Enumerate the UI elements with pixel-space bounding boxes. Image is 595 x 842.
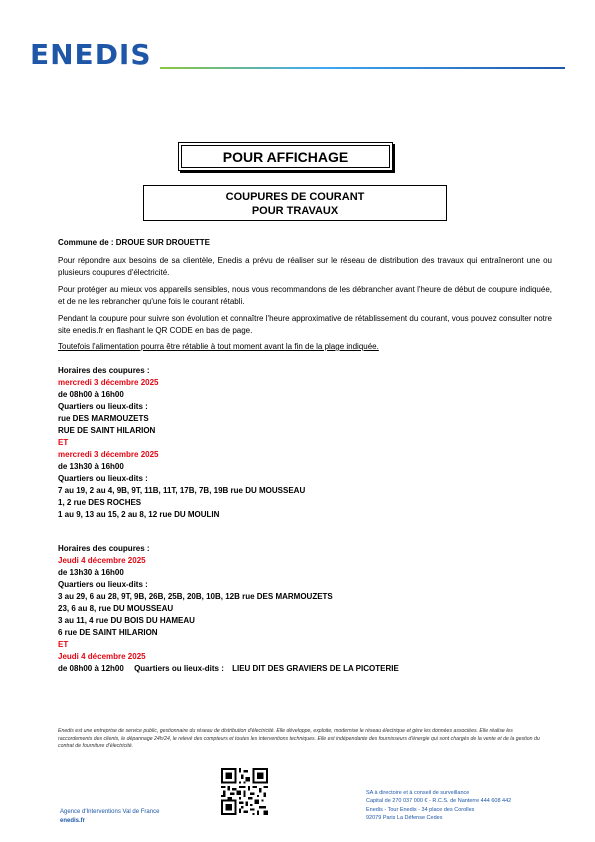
block1-time-1: de 08h00 à 16h00 [58, 390, 124, 399]
legal-line-2: Capital de 270 037 000 € - R.C.S. de Nanterre 444 608 442 [366, 798, 512, 805]
title-line-2: POUR TRAVAUX [251, 205, 339, 217]
block2-place-1a: 3 au 29, 6 au 28, 9T, 9B, 26B, 25B, 20B, 10B, 12B rue DES MARMOUZETS [58, 592, 333, 601]
block1-place-1a: rue DES MARMOUZETS [58, 414, 149, 423]
block2-et: ET [58, 640, 69, 649]
block2-places-label-1: Quartiers ou lieux-dits : [58, 580, 148, 589]
block1-time-2: de 13h30 à 16h00 [58, 462, 124, 471]
outage-block-1 [58, 365, 552, 521]
site-link[interactable]: enedis.fr [60, 818, 86, 824]
posting-title: POUR AFFICHAGE [222, 148, 349, 165]
block1-et: ET [58, 438, 69, 447]
agency-block [60, 808, 159, 826]
block2-date-2: Jeudi 4 décembre 2025 [58, 652, 146, 661]
posting-box [178, 142, 393, 171]
block2-place-2a: LIEU DIT DES GRAVIERS DE LA PICOTERIE [232, 664, 399, 673]
title-line-1: COUPURES DE COURANT [225, 191, 365, 203]
footer-disclaimer: Enedis est une entreprise de service public, gestionnaire du réseau de distribution d'électricité. Elle développe, exploite, modernise le réseau électrique et gère les données associées. Elle réalise les raccordements des clients, le dépannage 24h/24, le relevé des compteurs et toutes les interventions techniques. Elle est indépendante des fournisseurs d'énergie qui sont chargés de la vente et de la gestion du contrat de fourniture d'électricité. [58, 728, 540, 749]
block2-place-1b: 23, 6 au 8, rue DU MOUSSEAU [58, 604, 174, 613]
legal-line-1: SA à directoire et à conseil de surveillance [366, 790, 470, 796]
enedis-logo: ENEDIS [30, 38, 152, 71]
block1-place-1b: RUE DE SAINT HILARION [58, 426, 156, 435]
logo-underline [160, 67, 565, 69]
legal-line-3: Enedis - Tour Enedis - 34 place des Corolles [366, 806, 475, 813]
block2-date-1: Jeudi 4 décembre 2025 [58, 556, 146, 565]
legal-block [366, 789, 511, 822]
block1-places-label-1: Quartiers ou lieux-dits : [58, 402, 148, 411]
qr-code-icon[interactable] [221, 768, 268, 815]
intro-paragraph-4: Toutefois l'alimentation pourra être rétablie à tout moment avant la fin de la plage indiquée. [58, 342, 379, 351]
agency-name: Agence d'Interventions Val de France [60, 809, 160, 815]
block1-date-2: mercredi 3 décembre 2025 [58, 450, 159, 459]
block2-heading: Horaires des coupures : [58, 544, 150, 553]
outage-block-2 [58, 543, 552, 675]
block1-place-2c: 1 au 9, 13 au 15, 2 au 8, 12 rue DU MOULIN [58, 510, 220, 519]
legal-line-4: 92079 Paris La Défense Cedex [366, 814, 443, 821]
block1-place-2a: 7 au 19, 2 au 4, 9B, 9T, 11B, 11T, 17B, 7B, 19B rue DU MOUSSEAU [58, 486, 306, 495]
block2-place-1d: 6 rue DE SAINT HILARION [58, 628, 158, 637]
block2-time-2: de 08h00 à 12h00 [58, 664, 124, 673]
block2-last-line [58, 663, 552, 675]
block1-places-label-2: Quartiers ou lieux-dits : [58, 474, 148, 483]
block2-places-label-2: Quartiers ou lieux-dits : [134, 664, 224, 673]
block1-heading: Horaires des coupures : [58, 366, 150, 375]
intro-section [58, 237, 552, 353]
block1-date-1: mercredi 3 décembre 2025 [58, 378, 159, 387]
block1-place-2b: 1, 2 rue DES ROCHES [58, 498, 142, 507]
block2-place-1c: 3 au 11, 4 rue DU BOIS DU HAMEAU [58, 616, 195, 625]
commune-label: Commune de : DROUE SUR DROUETTE [58, 238, 211, 247]
title-box [143, 185, 447, 221]
intro-paragraph-2: Pour protéger au mieux vos appareils sensibles, nous vous recommandons de les débrancher avant l'heure de début de coupure indiquée, et de ne les rebrancher qu'une fois le courant rétabli. [58, 285, 552, 306]
intro-paragraph-3: Pendant la coupure pour suivre son évolution et connaître l'heure approximative de rétablissement du courant, vous pouvez consulter notre site enedis.fr en flashant le QR CODE en bas de page. [58, 314, 552, 335]
intro-paragraph-1: Pour répondre aux besoins de sa clientèle, Enedis a prévu de réaliser sur le réseau de distribution des travaux qui entraîneront une ou plusieurs coupures d'électricité. [58, 256, 552, 277]
block2-time-1: de 13h30 à 16h00 [58, 568, 124, 577]
